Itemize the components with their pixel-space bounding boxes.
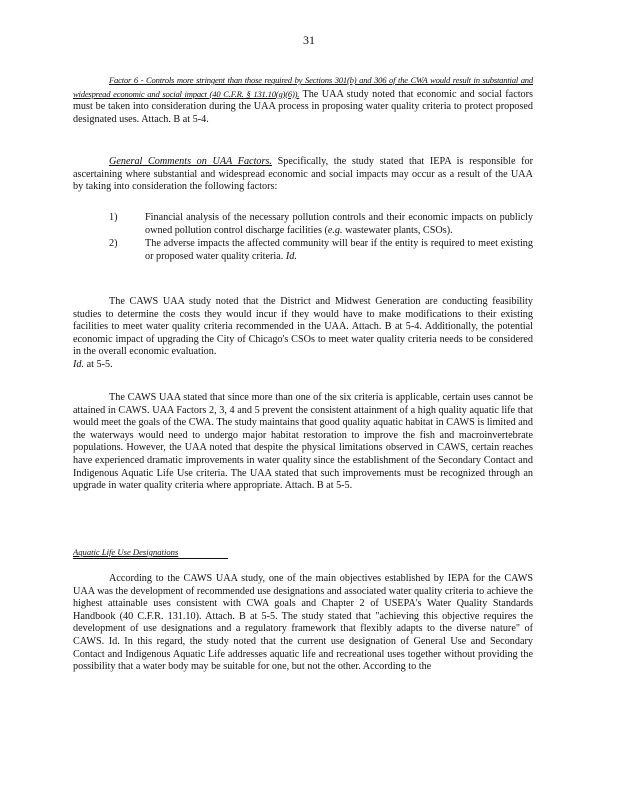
- list-item: [109, 238, 533, 263]
- id-citation: Id.: [73, 358, 85, 370]
- factor-6-heading: Factor 6 - Controls more stringent than those required by Sections 301(b) and 306 of the CWA would result in substantial and widespread economic and social impact (40 C.F.R. § 131.10(g)(6)).: [73, 75, 533, 99]
- list-item-text: The adverse impacts the affected community will bear if the entity is required to meet existing or proposed water quality criteria. Id.: [145, 238, 533, 262]
- factor-6-paragraph: [73, 74, 533, 126]
- list-item-text: Financial analysis of the necessary pollution controls and their economic impacts on publicly owned pollution control discharge facilities (e.g. wastewater plants, CSOs).: [145, 212, 533, 236]
- factors-list: [109, 212, 533, 264]
- eg-abbrev: e.g.: [327, 224, 343, 236]
- district-body: The CAWS UAA study noted that the District and Midwest Generation are conducting feasibility studies to determine the costs they would incur if they would have to make modifications to their existing facilities to meet water quality criteria recommended in the UAA. Attach. B at 5-4. Additionally, the potential economic impact of upgrading the City of Chicago's CSOs to meet water quality criteria needs to be considered in the overall economic evaluation.: [73, 296, 533, 358]
- according-body: According to the CAWS UAA study, one of the main objectives established by IEPA for the CAWS UAA was the development of recommended use designations and associated water quality criteria to achieve the highest attainable uses consistent with CWA goals and Chapter 2 of USEPA's Water Quality Standards Handbook (40 C.F.R. 131.10). Attach. B at 5-5. The study stated that "achieving this objective requires the development of use designations and a regulatory framework that flexibly adapts to the diverse nature" of CAWS. Id. In this regard, the study noted that the current use designation of General Use and Secondary Contact and Indigenous Aquatic Life addresses aquatic life and recreational uses together without providing the possibility that a water body may be suitable for one, but not the other. According to the: [73, 573, 533, 673]
- general-comments-paragraph: [73, 156, 533, 194]
- page-number: 31: [303, 33, 315, 47]
- criteria-paragraph: [73, 392, 533, 493]
- general-comments-heading: General Comments on UAA Factors.: [109, 156, 272, 167]
- list-item: [109, 212, 533, 237]
- district-paragraph: The CAWS UAA study noted that the District and Midwest Generation are conducting feasibility studies to determine the costs they would incur if they would have to make modifications to their existing facilities to meet water quality criteria recommended in the UAA. Attach. B at 5-4. Additionally, the potential economic impact of upgrading the City of Chicago's CSOs to meet water quality criteria needs to be considered in the overall economic evaluation. Id. at 5-5.: [73, 296, 533, 370]
- general-comments-body: Specifically, the study stated that IEPA is responsible for ascertaining where substantial and widespread economic and social impacts may occur as a result of the UAA by taking into consideration the following factors:: [73, 156, 533, 193]
- criteria-body: The CAWS UAA stated that since more than one of the six criteria is applicable, certain uses cannot be attained in CAWS. UAA Factors 2, 3, 4 and 5 prevent the consistent attainment of a high quality aquatic life that would meet the goals of the CWA. The study maintains that good quality aquatic habitat in CAWS is limited and the waterways would need to undergo major habitat restoration to improve the fish and macroinvertebrate populations. However, the UAA noted that despite the physical limitations observed in CAWS, certain reaches have experienced dramatic improvements in water quality since the establishment of the Secondary Contact and Indigenous Aquatic Life Use criteria. The UAA stated that such improvements must be recognized through an upgrade in water quality criteria where appropriate. Attach. B at 5-5.: [73, 392, 533, 492]
- section-heading: Aquatic Life Use Designations: [73, 547, 179, 557]
- id-citation: Id.: [285, 250, 297, 262]
- according-paragraph: [73, 573, 533, 674]
- factor-6-body: The UAA study noted that economic and social factors must be taken into consideration during the UAA process in proposing water quality criteria to protect proposed designated uses. Attach. B at 5-4.: [73, 88, 533, 125]
- list-item-number: 1): [109, 212, 118, 223]
- list-item-number: 2): [109, 238, 118, 250]
- heading-underline: [73, 558, 228, 559]
